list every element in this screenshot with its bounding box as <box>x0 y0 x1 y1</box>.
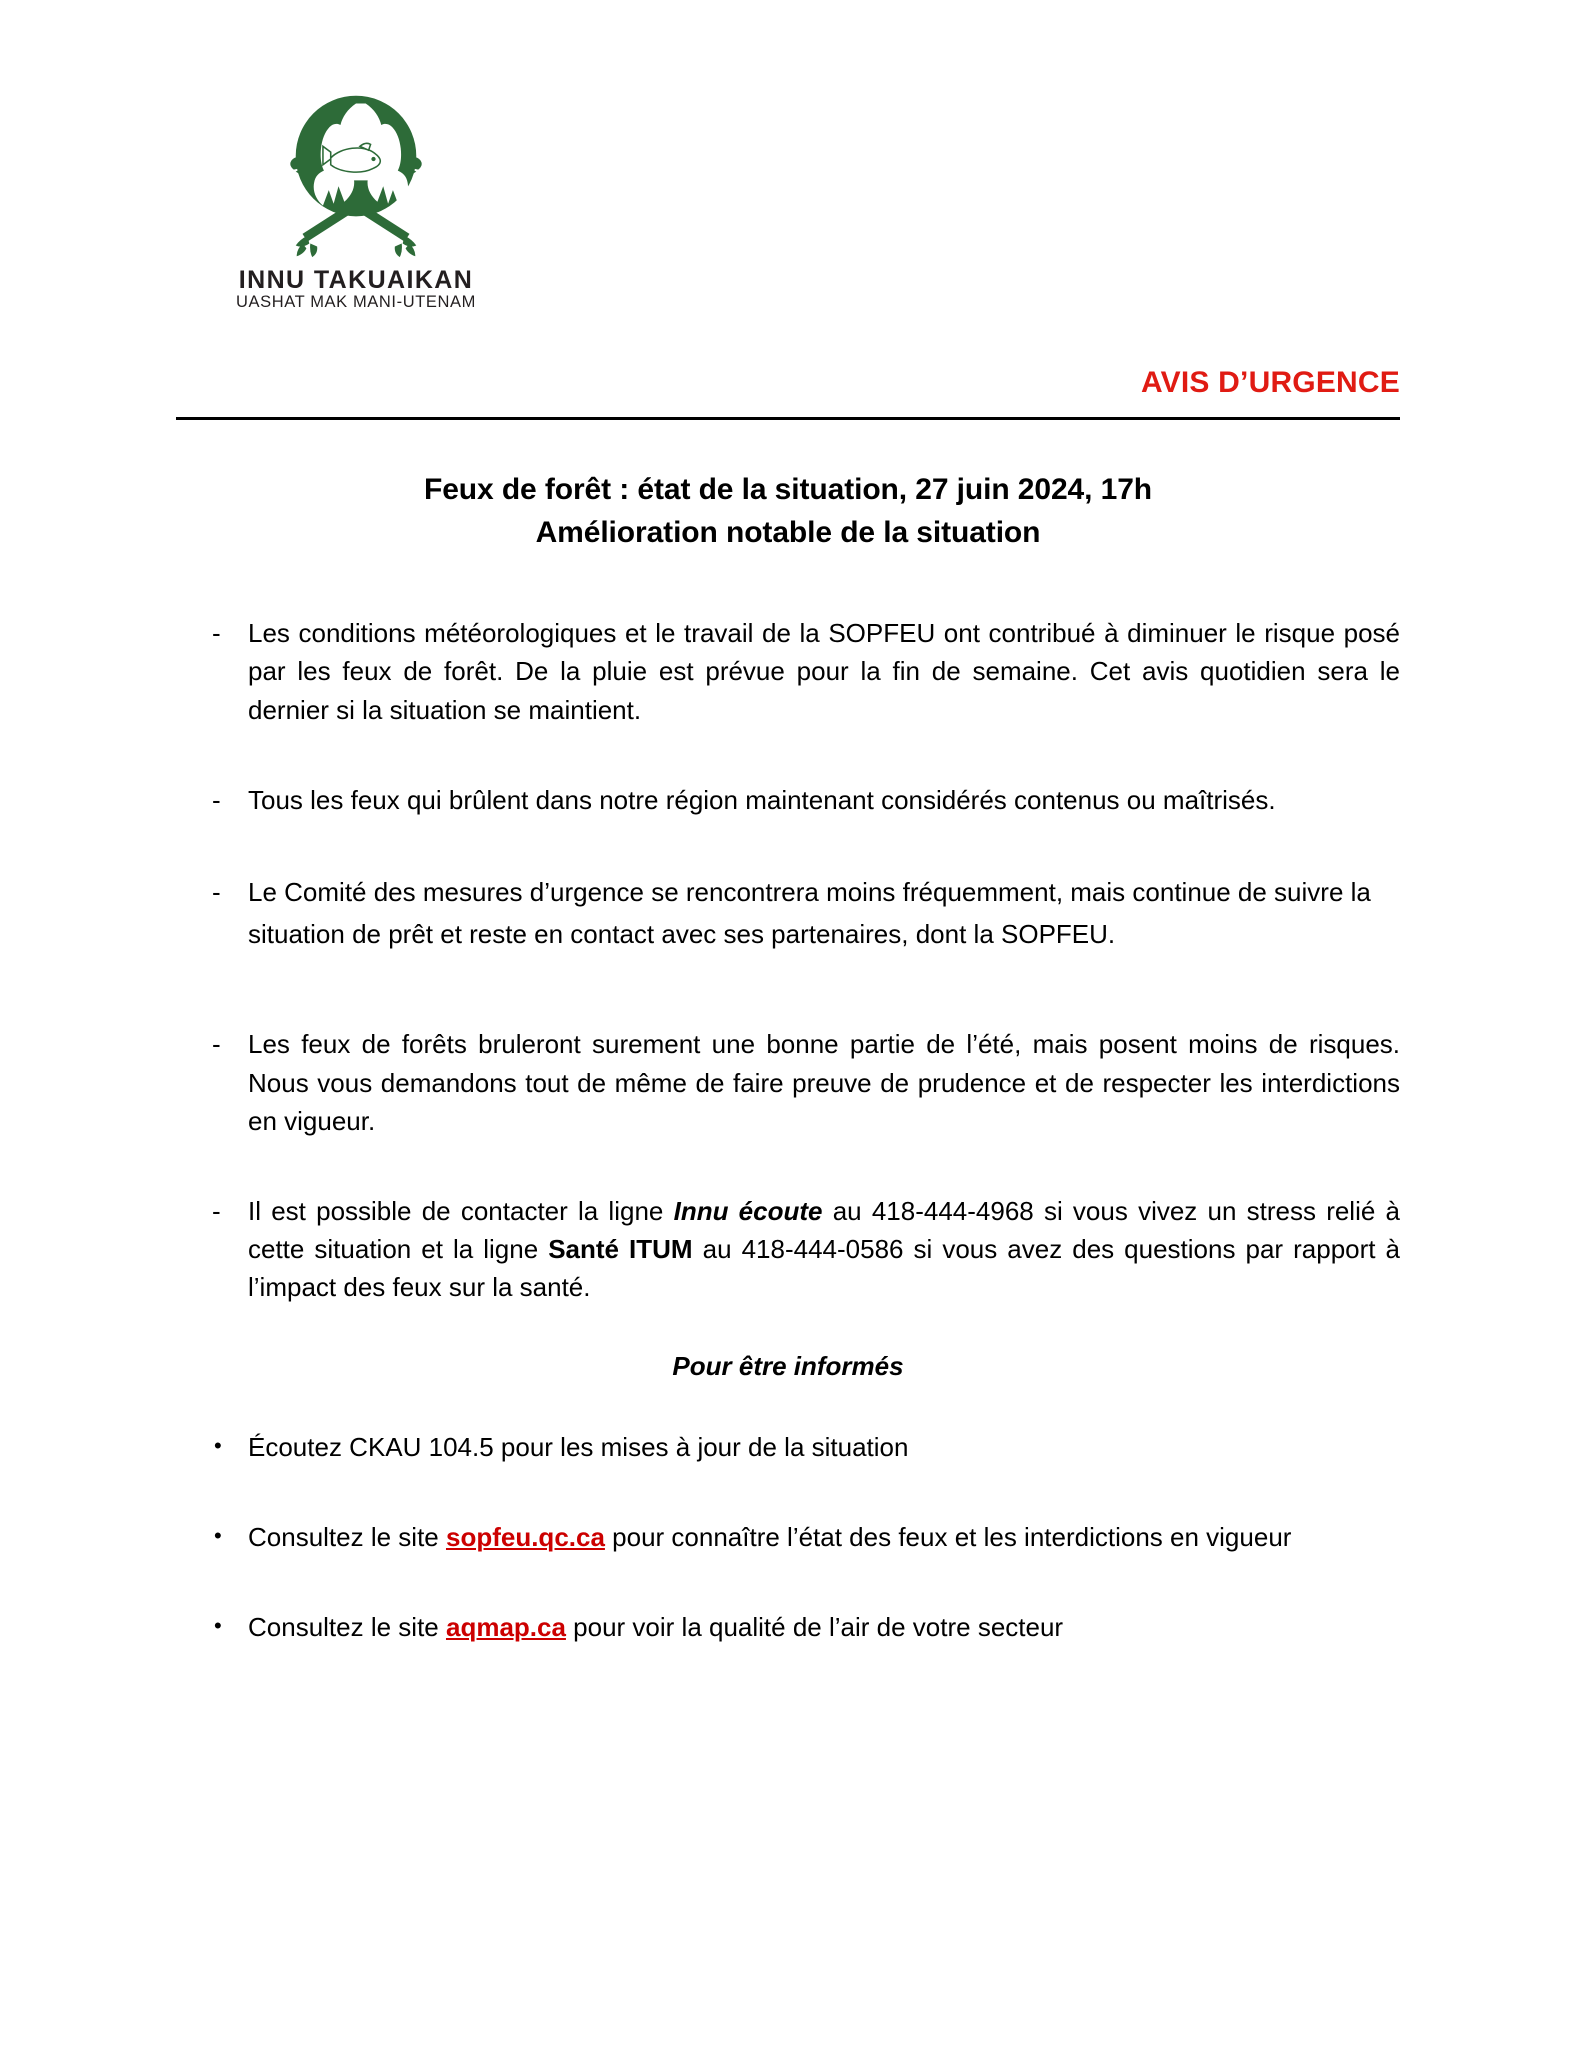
list-item <box>176 1608 1400 1646</box>
list-item-text: Consultez le site aqmap.ca pour voir la qualité de l’air de votre secteur <box>248 1612 1064 1643</box>
list-item-text: Consultez le site sopfeu.qc.ca pour connaître l’état des feux et les interdictions en vigueur <box>248 1521 1292 1552</box>
list-item-text: Le Comité des mesures d’urgence se rencontrera moins fréquemment, mais continue de suivre la situation de prêt et reste en contact avec ses partenaires, dont la SOPFEU. <box>248 877 1371 950</box>
organization-subtitle: UASHAT MAK MANI-UTENAM <box>236 293 476 312</box>
header-divider <box>176 417 1400 420</box>
bullet-marker: - <box>212 1195 221 1226</box>
info-bullet-list <box>176 1428 1400 1647</box>
bullet-marker: - <box>212 1029 221 1060</box>
list-item <box>176 1192 1400 1307</box>
emphasis-bold: Santé ITUM <box>548 1234 693 1265</box>
list-item-text: Les conditions météorologiques et le travail de la SOPFEU ont contribué à diminuer le risque posé par les feux de forêt. De la pluie est prévue pour la fin de semaine. Cet avis quotidien sera le dernier si la situation se maintient. <box>248 618 1400 725</box>
bullet-marker: • <box>214 1522 222 1548</box>
list-item-text: Il est possible de contacter la ligne Innu écoute au 418-444-4968 si vous vivez un stress relié à cette situation et la ligne Santé ITUM au 418-444-0586 si vous avez des questions par rapport à l’impact des feux sur la santé. <box>248 1195 1400 1303</box>
list-item-text: Écoutez CKAU 104.5 pour les mises à jour de la situation <box>248 1431 909 1462</box>
document-header <box>0 0 1575 399</box>
external-link[interactable]: aqmap.ca <box>445 1612 566 1643</box>
list-item <box>176 781 1400 819</box>
bullet-marker: • <box>214 1432 222 1458</box>
section-heading: Pour être informés <box>672 1350 904 1381</box>
organization-name: INNU TAKUAIKAN <box>238 266 474 294</box>
bullet-marker: • <box>214 1613 222 1639</box>
list-item <box>176 871 1400 955</box>
list-item-text: Tous les feux qui brûlent dans notre région maintenant considérés contenus ou maîtrisés. <box>248 784 1276 815</box>
innu-takuaikan-emblem-icon <box>256 88 456 263</box>
list-item-text: Les feux de forêts bruleront surement une bonne partie de l’été, mais posent moins de risques. Nous vous demandons tout de même de faire preuve de prudence et de respecter les interdictions en vigueur. <box>248 1029 1400 1136</box>
title-line-2: Amélioration notable de la situation <box>535 515 1041 549</box>
bullet-marker: - <box>212 784 221 815</box>
emergency-notice-label: AVIS D’URGENCE <box>1141 366 1400 399</box>
list-item <box>176 614 1400 729</box>
list-item <box>176 1518 1400 1556</box>
bullet-marker: - <box>212 877 221 908</box>
external-link[interactable]: sopfeu.qc.ca <box>445 1521 605 1552</box>
list-item <box>176 1428 1400 1466</box>
page-title <box>176 455 1400 554</box>
organization-logo <box>196 88 516 312</box>
title-line-1: Feux de forêt : état de la situation, 27 juin 2024, 17h <box>423 473 1153 506</box>
document-body <box>176 455 1400 1680</box>
bullet-marker: - <box>212 618 221 649</box>
list-item <box>176 1025 1400 1140</box>
emphasis-bold-italic: Innu écoute <box>673 1195 823 1226</box>
main-bullet-list <box>176 614 1400 1306</box>
